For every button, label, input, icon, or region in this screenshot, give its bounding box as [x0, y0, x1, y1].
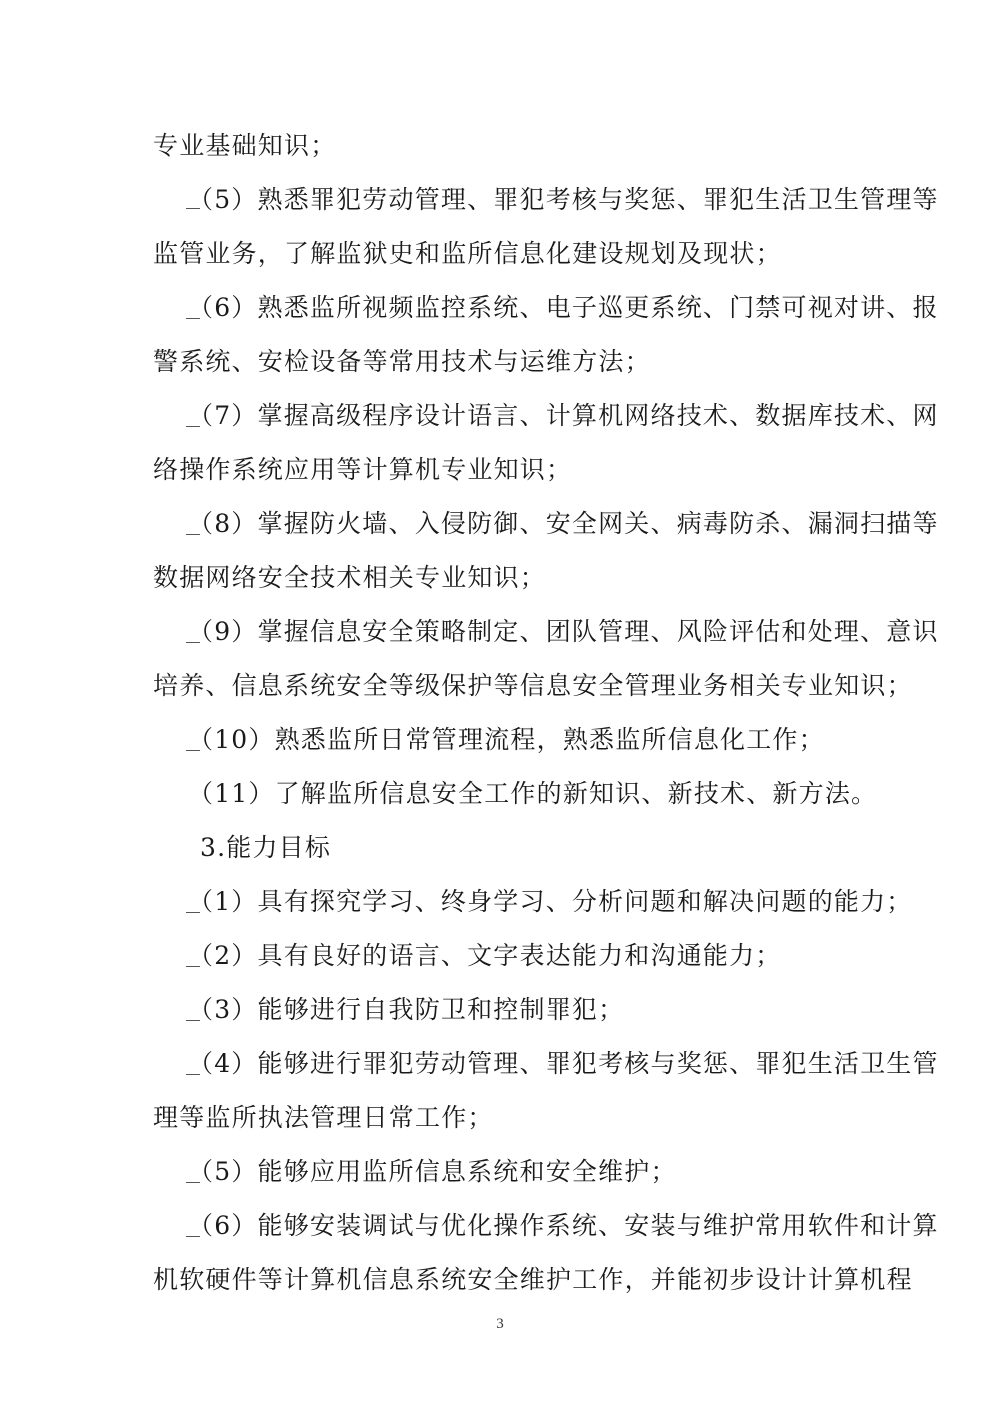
page-number: 3 [496, 1316, 504, 1332]
paragraph-line: 培养、信息系统安全等级保护等信息安全管理业务相关专业知识； [153, 671, 913, 700]
paragraph-line: 理等监所执法管理日常工作； [153, 1103, 494, 1132]
paragraph-line: （2）具有良好的语言、文字表达能力和沟通能力； [188, 941, 782, 970]
paragraph-line: 警系统、安检设备等常用技术与运维方法； [153, 347, 651, 376]
paragraph-line: （5）能够应用监所信息系统和安全维护； [188, 1157, 677, 1186]
paragraph-line: 监管业务，了解监狱史和监所信息化建设规划及现状； [153, 239, 782, 268]
paragraph-line: （6）能够安装调试与优化操作系统、安装与维护常用软件和计算 [188, 1211, 939, 1240]
paragraph-line: （1）具有探究学习、终身学习、分析问题和解决问题的能力； [188, 887, 913, 916]
paragraph-line: （3）能够进行自我防卫和控制罪犯； [188, 995, 625, 1024]
paragraph-line: （4）能够进行罪犯劳动管理、罪犯考核与奖惩、罪犯生活卫生管 [188, 1049, 939, 1078]
paragraph-line: （7）掌握高级程序设计语言、计算机网络技术、数据库技术、网 [188, 401, 939, 430]
paragraph-line: （9）掌握信息安全策略制定、团队管理、风险评估和处理、意识 [188, 617, 939, 646]
paragraph-line: （8）掌握防火墙、入侵防御、安全网关、病毒防杀、漏洞扫描等 [188, 509, 939, 538]
paragraph-line: 专业基础知识； [153, 131, 337, 160]
section-heading: 3.能力目标 [200, 833, 332, 862]
paragraph-line: 络操作系统应用等计算机专业知识； [153, 455, 573, 484]
paragraph-line: （10）熟悉监所日常管理流程，熟悉监所信息化工作； [188, 725, 825, 754]
paragraph-line: （11）了解监所信息安全工作的新知识、新技术、新方法。 [188, 779, 878, 808]
paragraph-line: （5）熟悉罪犯劳动管理、罪犯考核与奖惩、罪犯生活卫生管理等 [188, 185, 939, 214]
paragraph-line: 数据网络安全技术相关专业知识； [153, 563, 547, 592]
paragraph-line: 机软硬件等计算机信息系统安全维护工作，并能初步设计计算机程 [153, 1265, 913, 1294]
paragraph-line: （6）熟悉监所视频监控系统、电子巡更系统、门禁可视对讲、报 [188, 293, 939, 322]
